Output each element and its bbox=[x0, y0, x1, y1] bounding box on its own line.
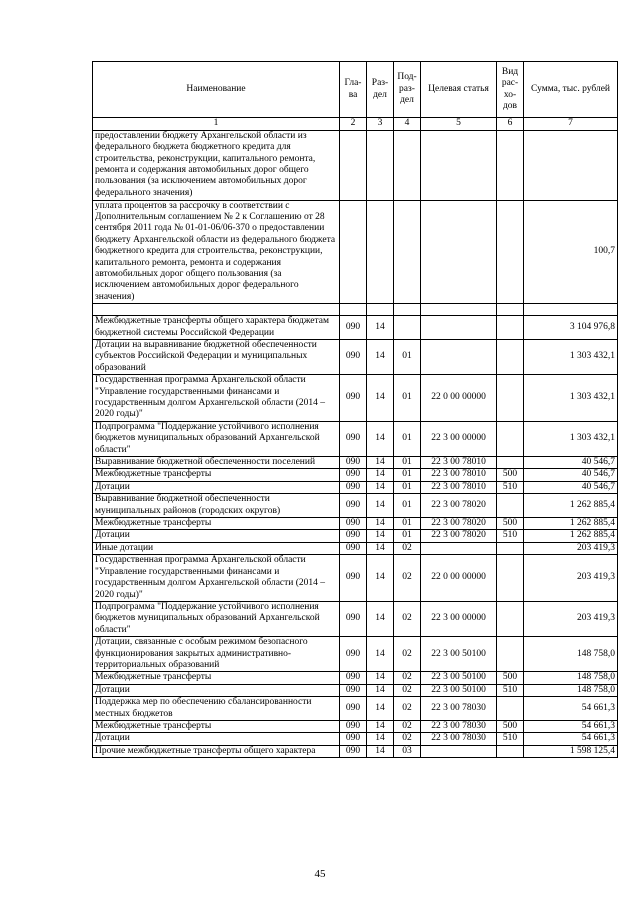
table-row bbox=[93, 637, 618, 672]
cell-name: Межбюджетные трансферты bbox=[93, 672, 340, 684]
cell-podrazdel: 03 bbox=[394, 745, 421, 757]
cell-name: Дотации bbox=[93, 684, 340, 696]
cell-vid bbox=[497, 375, 524, 422]
cell-glava bbox=[340, 304, 367, 316]
cell-razdel: 14 bbox=[367, 375, 394, 422]
cell-razdel: 14 bbox=[367, 530, 394, 542]
cell-sum: 203 419,3 bbox=[524, 555, 618, 602]
table-row bbox=[93, 720, 618, 732]
cell-name: Межбюджетные трансферты bbox=[93, 518, 340, 530]
cell-vid bbox=[497, 697, 524, 721]
cell-sum: 1 598 125,4 bbox=[524, 745, 618, 757]
cell-sum: 1 303 432,1 bbox=[524, 421, 618, 456]
table-row bbox=[93, 518, 618, 530]
cell-vid: 500 bbox=[497, 518, 524, 530]
cell-target: 22 3 00 78020 bbox=[421, 518, 497, 530]
cell-glava bbox=[340, 200, 367, 304]
cell-name: Прочие межбюджетные трансферты общего характера bbox=[93, 745, 340, 757]
cell-podrazdel: 02 bbox=[394, 733, 421, 745]
cell-vid bbox=[497, 200, 524, 304]
cell-podrazdel: 02 bbox=[394, 684, 421, 696]
cell-vid: 500 bbox=[497, 672, 524, 684]
cell-target: 22 3 00 50100 bbox=[421, 684, 497, 696]
cell-vid bbox=[497, 130, 524, 200]
table-row bbox=[93, 542, 618, 554]
cell-glava: 090 bbox=[340, 555, 367, 602]
cell-sum bbox=[524, 304, 618, 316]
cell-sum: 148 758,0 bbox=[524, 672, 618, 684]
cell-vid: 510 bbox=[497, 530, 524, 542]
cell-podrazdel: 01 bbox=[394, 469, 421, 481]
cell-sum: 203 419,3 bbox=[524, 542, 618, 554]
cell-target: 22 3 00 78030 bbox=[421, 720, 497, 732]
cell-sum bbox=[524, 130, 618, 200]
table-row bbox=[93, 457, 618, 469]
cell-vid: 500 bbox=[497, 469, 524, 481]
cell-glava: 090 bbox=[340, 733, 367, 745]
cell-sum: 1 262 885,4 bbox=[524, 494, 618, 518]
table-row bbox=[93, 733, 618, 745]
cell-razdel bbox=[367, 130, 394, 200]
cell-sum: 40 546,7 bbox=[524, 481, 618, 493]
cell-podrazdel: 02 bbox=[394, 601, 421, 636]
table-row bbox=[93, 130, 618, 200]
cell-glava: 090 bbox=[340, 637, 367, 672]
cell-name: уплата процентов за рассрочку в соответствии с Дополнительным соглашением № 2 к Соглашению от 28 сентября 2011 года № 01-01-06/06-370 о предоставлении бюджету Архангельской области из федерального бюджета бюджетного кредита для строительства, реконструкции, капитального ремонта, ремонта и содержания автомобильных дорог общего пользования (за исключением автомобильных дорог федерального значения) bbox=[93, 200, 340, 304]
cell-target: 22 3 00 78010 bbox=[421, 457, 497, 469]
col-index-6: 6 bbox=[497, 118, 524, 131]
cell-razdel: 14 bbox=[367, 316, 394, 340]
cell-podrazdel bbox=[394, 304, 421, 316]
cell-razdel: 14 bbox=[367, 339, 394, 374]
cell-vid bbox=[497, 555, 524, 602]
cell-glava: 090 bbox=[340, 339, 367, 374]
table-row bbox=[93, 421, 618, 456]
header-podrazdel: Под-раз-дел bbox=[394, 62, 421, 118]
cell-razdel: 14 bbox=[367, 733, 394, 745]
cell-glava: 090 bbox=[340, 601, 367, 636]
cell-razdel: 14 bbox=[367, 542, 394, 554]
cell-glava: 090 bbox=[340, 481, 367, 493]
col-index-1: 1 bbox=[93, 118, 340, 131]
cell-sum: 54 661,3 bbox=[524, 733, 618, 745]
cell-glava: 090 bbox=[340, 375, 367, 422]
cell-podrazdel: 02 bbox=[394, 697, 421, 721]
col-index-5: 5 bbox=[421, 118, 497, 131]
cell-glava bbox=[340, 130, 367, 200]
cell-podrazdel: 02 bbox=[394, 542, 421, 554]
cell-target: 22 3 00 00000 bbox=[421, 601, 497, 636]
table-row bbox=[93, 555, 618, 602]
cell-name: Межбюджетные трансферты общего характера бюджетам бюджетной системы Российской Федерации bbox=[93, 316, 340, 340]
cell-sum: 3 104 976,8 bbox=[524, 316, 618, 340]
cell-podrazdel: 01 bbox=[394, 457, 421, 469]
cell-glava: 090 bbox=[340, 494, 367, 518]
table-body bbox=[93, 130, 618, 758]
cell-target: 22 3 00 78030 bbox=[421, 733, 497, 745]
cell-razdel: 14 bbox=[367, 720, 394, 732]
cell-name bbox=[93, 304, 340, 316]
budget-table bbox=[92, 61, 618, 758]
cell-target bbox=[421, 130, 497, 200]
header-sum: Сумма, тыс. рублей bbox=[524, 62, 618, 118]
column-index-row bbox=[93, 118, 618, 131]
cell-glava: 090 bbox=[340, 745, 367, 757]
cell-sum: 148 758,0 bbox=[524, 637, 618, 672]
cell-podrazdel bbox=[394, 316, 421, 340]
cell-vid bbox=[497, 637, 524, 672]
cell-podrazdel: 01 bbox=[394, 339, 421, 374]
cell-podrazdel: 02 bbox=[394, 637, 421, 672]
cell-vid bbox=[497, 745, 524, 757]
cell-target: 22 3 00 78010 bbox=[421, 469, 497, 481]
cell-target: 22 3 00 50100 bbox=[421, 637, 497, 672]
cell-podrazdel: 01 bbox=[394, 530, 421, 542]
cell-glava: 090 bbox=[340, 457, 367, 469]
cell-podrazdel: 01 bbox=[394, 481, 421, 493]
cell-name: Подпрограмма "Поддержание устойчивого исполнения бюджетов муниципальных образований Архангельской области" bbox=[93, 601, 340, 636]
cell-razdel: 14 bbox=[367, 469, 394, 481]
cell-name: предоставлении бюджету Архангельской области из федерального бюджета бюджетного кредита для строительства, реконструкции, капитального ремонта, ремонта и содержания автомобильных дорог общего пользования (за исключением автомобильных дорог федерального значения) bbox=[93, 130, 340, 200]
cell-name: Государственная программа Архангельской области "Управление государственными финансами и государственным долгом Архангельской области (2014 – 2020 годы)" bbox=[93, 555, 340, 602]
cell-razdel: 14 bbox=[367, 601, 394, 636]
cell-glava: 090 bbox=[340, 684, 367, 696]
cell-vid bbox=[497, 339, 524, 374]
col-index-7: 7 bbox=[524, 118, 618, 131]
cell-name: Дотации на выравнивание бюджетной обеспеченности субъектов Российской Федерации и муниципальных образований bbox=[93, 339, 340, 374]
cell-razdel: 14 bbox=[367, 494, 394, 518]
cell-podrazdel bbox=[394, 200, 421, 304]
cell-sum: 54 661,3 bbox=[524, 720, 618, 732]
cell-sum: 1 262 885,4 bbox=[524, 518, 618, 530]
cell-sum: 1 303 432,1 bbox=[524, 339, 618, 374]
cell-razdel: 14 bbox=[367, 672, 394, 684]
cell-glava: 090 bbox=[340, 518, 367, 530]
cell-target: 22 3 00 78010 bbox=[421, 481, 497, 493]
cell-glava: 090 bbox=[340, 672, 367, 684]
cell-vid bbox=[497, 304, 524, 316]
page-number: 45 bbox=[314, 868, 326, 880]
cell-podrazdel: 01 bbox=[394, 421, 421, 456]
cell-target: 22 3 00 78030 bbox=[421, 697, 497, 721]
cell-podrazdel bbox=[394, 130, 421, 200]
header-name: Наименование bbox=[93, 62, 340, 118]
cell-podrazdel: 01 bbox=[394, 494, 421, 518]
cell-razdel: 14 bbox=[367, 457, 394, 469]
cell-podrazdel: 02 bbox=[394, 672, 421, 684]
cell-sum: 148 758,0 bbox=[524, 684, 618, 696]
col-index-3: 3 bbox=[367, 118, 394, 131]
cell-vid bbox=[497, 494, 524, 518]
cell-name: Межбюджетные трансферты bbox=[93, 469, 340, 481]
cell-target: 22 3 00 78020 bbox=[421, 494, 497, 518]
header-vid: Вид рас-хо-дов bbox=[497, 62, 524, 118]
cell-podrazdel: 01 bbox=[394, 518, 421, 530]
cell-razdel: 14 bbox=[367, 518, 394, 530]
cell-target bbox=[421, 316, 497, 340]
cell-target bbox=[421, 304, 497, 316]
cell-razdel bbox=[367, 200, 394, 304]
cell-razdel: 14 bbox=[367, 684, 394, 696]
table-row bbox=[93, 469, 618, 481]
cell-vid bbox=[497, 457, 524, 469]
cell-name: Межбюджетные трансферты bbox=[93, 720, 340, 732]
cell-vid bbox=[497, 316, 524, 340]
cell-razdel bbox=[367, 304, 394, 316]
cell-podrazdel: 02 bbox=[394, 555, 421, 602]
cell-vid: 510 bbox=[497, 481, 524, 493]
table-row bbox=[93, 601, 618, 636]
cell-target: 22 0 00 00000 bbox=[421, 555, 497, 602]
cell-name: Государственная программа Архангельской области "Управление государственными финансами и государственным долгом Архангельской области (2014 – 2020 годы)" bbox=[93, 375, 340, 422]
cell-sum: 54 661,3 bbox=[524, 697, 618, 721]
table-row bbox=[93, 200, 618, 304]
cell-target bbox=[421, 745, 497, 757]
cell-target bbox=[421, 542, 497, 554]
cell-target bbox=[421, 200, 497, 304]
cell-vid: 500 bbox=[497, 720, 524, 732]
cell-razdel: 14 bbox=[367, 555, 394, 602]
cell-sum: 203 419,3 bbox=[524, 601, 618, 636]
cell-target: 22 3 00 00000 bbox=[421, 421, 497, 456]
cell-vid bbox=[497, 542, 524, 554]
cell-sum: 1 262 885,4 bbox=[524, 530, 618, 542]
cell-glava: 090 bbox=[340, 421, 367, 456]
cell-glava: 090 bbox=[340, 720, 367, 732]
cell-sum: 100,7 bbox=[524, 200, 618, 304]
cell-razdel: 14 bbox=[367, 421, 394, 456]
header-glava: Гла-ва bbox=[340, 62, 367, 118]
table-row bbox=[93, 494, 618, 518]
table-row bbox=[93, 339, 618, 374]
table-row bbox=[93, 375, 618, 422]
header-razdel: Раз-дел bbox=[367, 62, 394, 118]
cell-sum: 1 303 432,1 bbox=[524, 375, 618, 422]
cell-podrazdel: 01 bbox=[394, 375, 421, 422]
cell-name: Выравнивание бюджетной обеспеченности поселений bbox=[93, 457, 340, 469]
cell-razdel: 14 bbox=[367, 697, 394, 721]
cell-target: 22 3 00 50100 bbox=[421, 672, 497, 684]
cell-vid bbox=[497, 421, 524, 456]
cell-target bbox=[421, 339, 497, 374]
cell-sum: 40 546,7 bbox=[524, 457, 618, 469]
col-index-4: 4 bbox=[394, 118, 421, 131]
cell-name: Поддержка мер по обеспечению сбалансированности местных бюджетов bbox=[93, 697, 340, 721]
cell-name: Выравнивание бюджетной обеспеченности муниципальных районов (городских округов) bbox=[93, 494, 340, 518]
cell-target: 22 0 00 00000 bbox=[421, 375, 497, 422]
table-row bbox=[93, 481, 618, 493]
table-row bbox=[93, 530, 618, 542]
cell-target: 22 3 00 78020 bbox=[421, 530, 497, 542]
cell-glava: 090 bbox=[340, 542, 367, 554]
table-header bbox=[93, 62, 618, 118]
cell-vid bbox=[497, 601, 524, 636]
cell-name: Подпрограмма "Поддержание устойчивого исполнения бюджетов муниципальных образований Архангельской области" bbox=[93, 421, 340, 456]
cell-vid: 510 bbox=[497, 684, 524, 696]
col-index-2: 2 bbox=[340, 118, 367, 131]
cell-glava: 090 bbox=[340, 530, 367, 542]
table-row bbox=[93, 304, 618, 316]
table-row bbox=[93, 684, 618, 696]
table-row bbox=[93, 316, 618, 340]
cell-sum: 40 546,7 bbox=[524, 469, 618, 481]
table-row bbox=[93, 697, 618, 721]
cell-razdel: 14 bbox=[367, 637, 394, 672]
cell-name: Дотации bbox=[93, 530, 340, 542]
cell-glava: 090 bbox=[340, 697, 367, 721]
cell-name: Дотации bbox=[93, 481, 340, 493]
cell-razdel: 14 bbox=[367, 481, 394, 493]
table-row bbox=[93, 672, 618, 684]
cell-name: Дотации bbox=[93, 733, 340, 745]
cell-podrazdel: 02 bbox=[394, 720, 421, 732]
cell-name: Дотации, связанные с особым режимом безопасного функционирования закрытых административно-территориальных образований bbox=[93, 637, 340, 672]
header-target: Целевая статья bbox=[421, 62, 497, 118]
cell-vid: 510 bbox=[497, 733, 524, 745]
cell-name: Иные дотации bbox=[93, 542, 340, 554]
cell-razdel: 14 bbox=[367, 745, 394, 757]
cell-glava: 090 bbox=[340, 316, 367, 340]
table-row bbox=[93, 745, 618, 757]
cell-glava: 090 bbox=[340, 469, 367, 481]
